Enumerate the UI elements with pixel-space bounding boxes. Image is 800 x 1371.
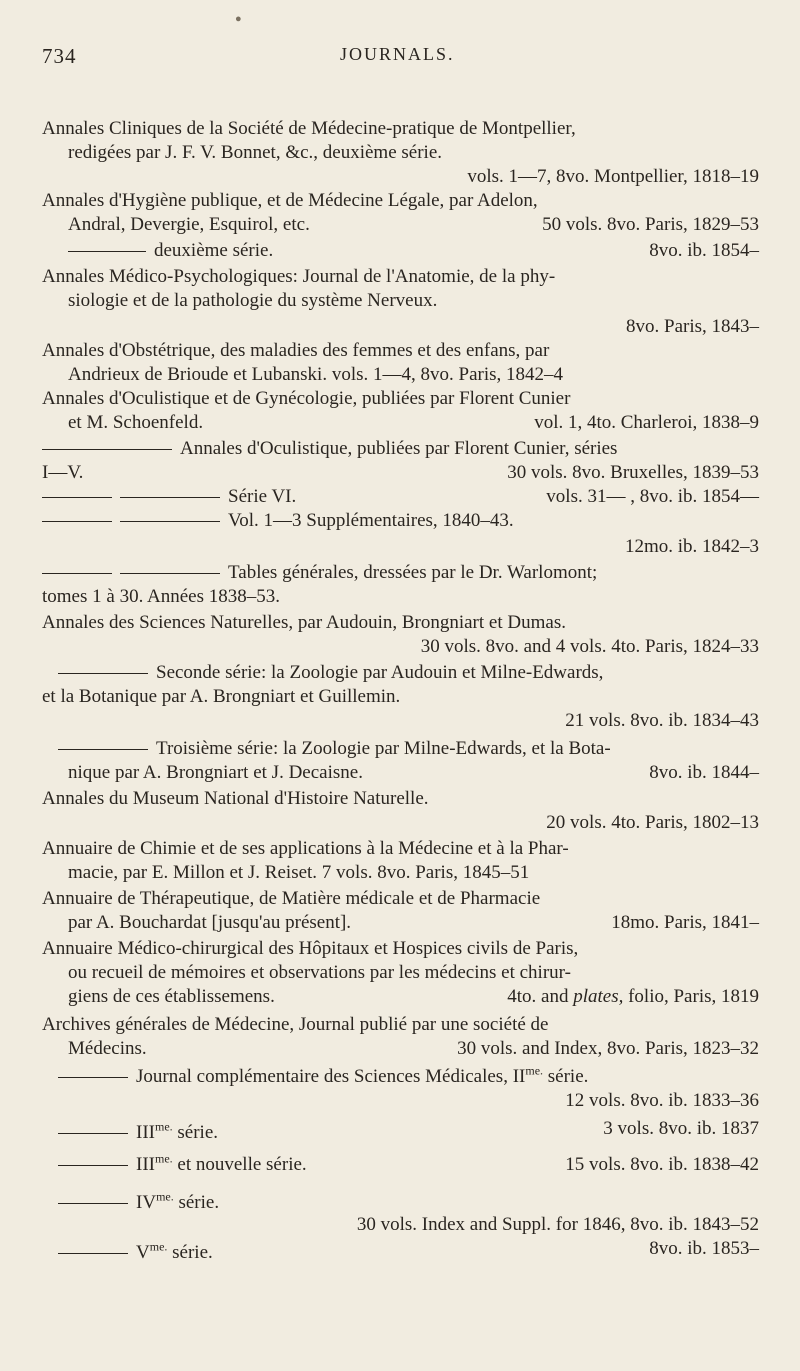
entry-imprint: vols. 1—7, 8vo. Montpellier, 1818–19 (467, 166, 759, 187)
entry-imprint: vol. 1, 4to. Charleroi, 1838–9 (534, 412, 759, 433)
entry-imprint: 21 vols. 8vo. ib. 1834–43 (565, 710, 759, 731)
entry-imprint: 30 vols. 8vo. and 4 vols. 4to. Paris, 1824–33 (420, 636, 759, 657)
ditto-rule (58, 1077, 128, 1078)
entry-line: Annales d'Oculistique et de Gynécologie, publiées par Florent Cunier (42, 388, 571, 409)
ditto-rule (42, 521, 112, 522)
entry-line: par A. Bouchardat [jusqu'au présent]. (68, 912, 352, 933)
entry-line: Annales Cliniques de la Société de Médecine-pratique de Montpellier, (42, 118, 576, 139)
ditto-rule (58, 1133, 128, 1134)
ditto-rule (58, 1203, 128, 1204)
entry-line: Série VI. (42, 486, 296, 508)
entry-line: Annales d'Oculistique, publiées par Florent Cunier, séries (42, 438, 617, 460)
entry-line: Annales Médico-Psychologiques: Journal de l'Anatomie, de la phy- (42, 266, 556, 287)
entry-line: Journal complémentaire des Sciences Médicales, $II^{me.}$ série. (58, 1066, 588, 1088)
entry-imprint: 30 vols. and Index, 8vo. Paris, 1823–32 (457, 1038, 759, 1059)
ditto-rule (68, 251, 146, 252)
entry-imprint: 8vo. ib. 1853– (649, 1238, 759, 1259)
entry-imprint: 4to. and plates, folio, Paris, 1819 (507, 986, 759, 1007)
entry-line: Tables générales, dressées par le Dr. Warlomont; (42, 562, 597, 584)
entry-line: redigées par J. F. V. Bonnet, &c., deuxième série. (68, 142, 442, 163)
ditto-rule (58, 673, 148, 674)
entry-line: Troisième série: la Zoologie par Milne-Edwards, et la Bota- (58, 738, 611, 760)
entry-imprint: 12mo. ib. 1842–3 (624, 536, 759, 557)
ditto-rule (42, 449, 172, 450)
entry-line: $III^{me.}$ et nouvelle série. (58, 1154, 307, 1176)
entry-line: tomes 1 à 30. Années 1838–53. (42, 586, 281, 607)
entry-line: Annales d'Obstétrique, des maladies des femmes et des enfans, par (42, 340, 550, 361)
entry-line: Vol. 1—3 Supplémentaires, 1840–43. (42, 510, 514, 532)
ditto-rule (120, 521, 220, 522)
ditto-rule (42, 573, 112, 574)
entry-line: giens de ces établissemens. (68, 986, 275, 1007)
entry-line: I—V. (42, 462, 84, 483)
entry-line: Andrieux de Brioude et Lubanski. vols. 1—4, 8vo. Paris, 1842–4 (68, 364, 564, 385)
print-mark: ● (235, 13, 242, 25)
entry-imprint: 50 vols. 8vo. Paris, 1829–53 (542, 214, 759, 235)
entry-imprint: 15 vols. 8vo. ib. 1838–42 (565, 1154, 759, 1175)
entry-line: Annales des Sciences Naturelles, par Audouin, Brongniart et Dumas. (42, 612, 566, 633)
entry-line: Annuaire de Chimie et de ses applications à la Médecine et à la Phar- (42, 838, 569, 859)
entry-line: Andral, Devergie, Esquirol, etc. (68, 214, 310, 235)
running-title: JOURNALS. (340, 44, 455, 64)
entry-line: Médecins. (68, 1038, 147, 1059)
entry-line: et la Botanique par A. Brongniart et Guillemin. (42, 686, 401, 707)
entry-imprint: 30 vols. 8vo. Bruxelles, 1839–53 (507, 462, 759, 483)
entry-line: Seconde série: la Zoologie par Audouin et Milne-Edwards, (58, 662, 603, 684)
entry-imprint: 20 vols. 4to. Paris, 1802–13 (546, 812, 759, 833)
entry-imprint: 30 vols. Index and Suppl. for 1846, 8vo. ib. 1843–52 (356, 1214, 759, 1235)
entry-imprint: 12 vols. 8vo. ib. 1833–36 (565, 1090, 759, 1111)
ditto-rule (120, 573, 220, 574)
entry-line: deuxième série. (68, 240, 273, 262)
ditto-rule (58, 749, 148, 750)
entry-line: nique par A. Brongniart et J. Decaisne. (68, 762, 363, 783)
entry-imprint: 8vo. ib. 1854– (649, 240, 759, 261)
page-number: 734 (42, 44, 77, 68)
entry-line: Annuaire de Thérapeutique, de Matière médicale et de Pharmacie (42, 888, 541, 909)
entry-line: Annales d'Hygiène publique, et de Médecine Légale, par Adelon, (42, 190, 538, 211)
entry-line: $III^{me.}$ série. (58, 1122, 218, 1144)
ditto-rule (58, 1253, 128, 1254)
entry-imprint: 18mo. Paris, 1841– (611, 912, 759, 933)
entry-line: Annuaire Médico-chirurgical des Hôpitaux et Hospices civils de Paris, (42, 938, 579, 959)
entry-line: ou recueil de mémoires et observations par les médecins et chirur- (68, 962, 571, 983)
entry-line: $IV^{me.}$ série. (58, 1192, 219, 1214)
entry-imprint: 8vo. Paris, 1843– (626, 316, 759, 337)
entry-imprint: vols. 31— , 8vo. ib. 1854— (546, 486, 759, 507)
entry-line: Annales du Museum National d'Histoire Naturelle. (42, 788, 429, 809)
entry-line: macie, par E. Millon et J. Reiset. 7 vols. 8vo. Paris, 1845–51 (68, 862, 530, 883)
entry-line: Archives générales de Médecine, Journal publié par une société de (42, 1014, 549, 1035)
entry-line: siologie et de la pathologie du système Nerveux. (68, 290, 438, 311)
ditto-rule (58, 1165, 128, 1166)
entry-line: et M. Schoenfeld. (68, 412, 204, 433)
entry-imprint: 8vo. ib. 1844– (649, 762, 759, 783)
ditto-rule (120, 497, 220, 498)
ditto-rule (42, 497, 112, 498)
entry-line: $V^{me.}$ série. (58, 1242, 213, 1264)
entry-imprint: 3 vols. 8vo. ib. 1837 (603, 1118, 759, 1139)
